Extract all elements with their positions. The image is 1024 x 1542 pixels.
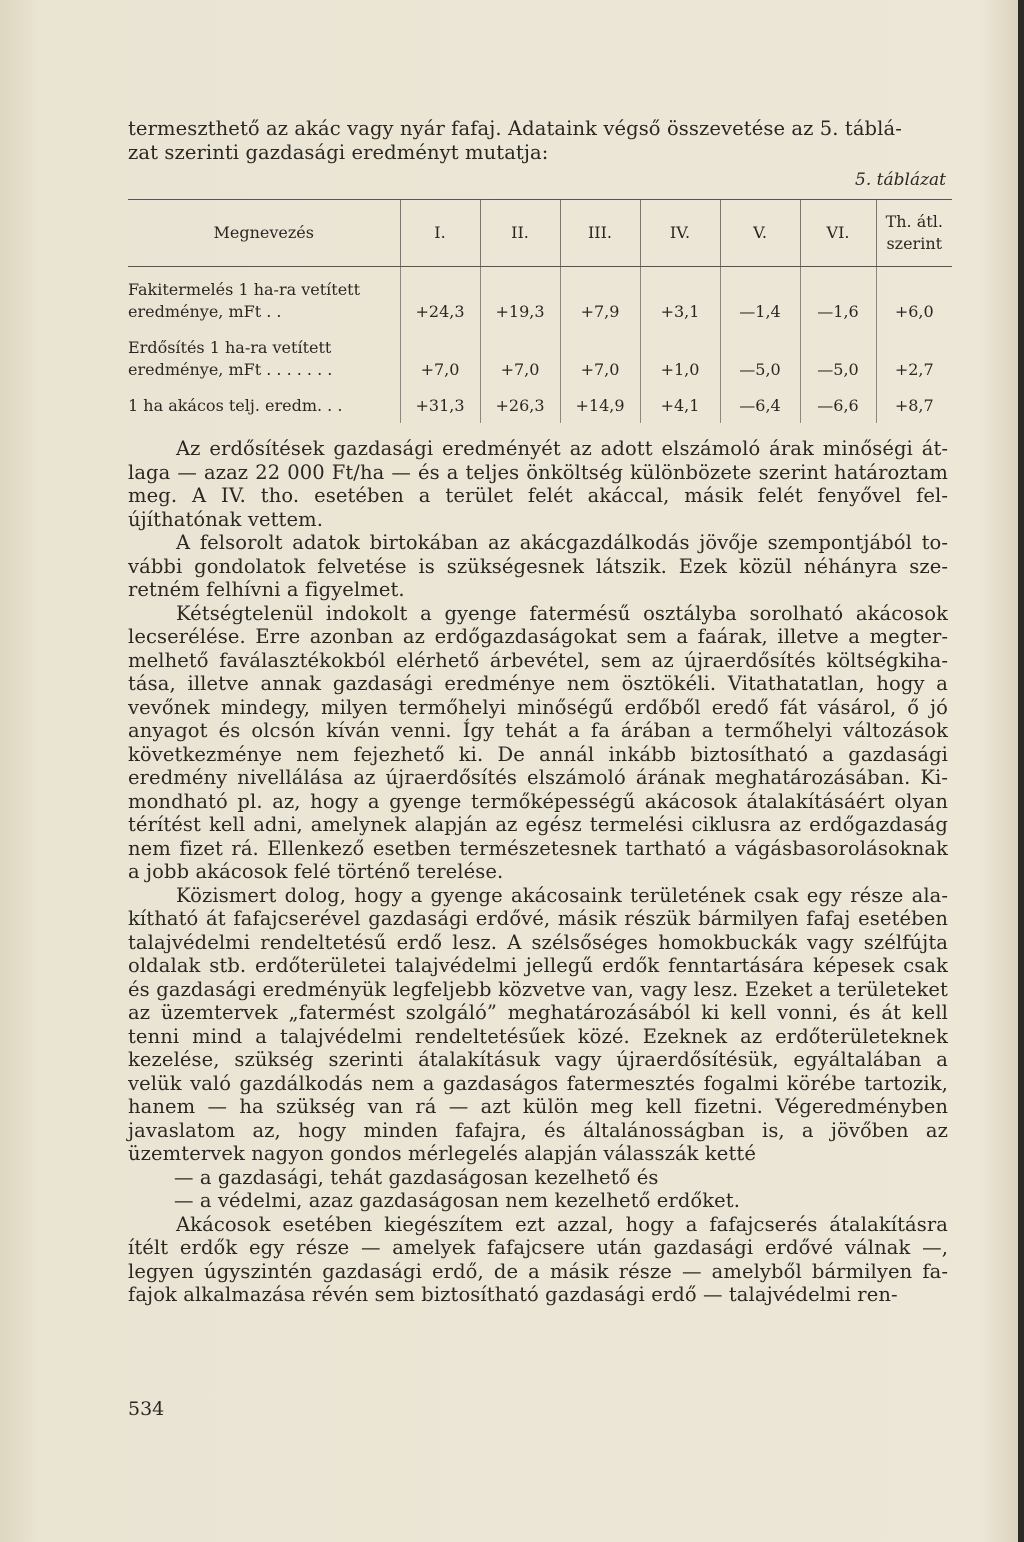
table-cell: +6,0: [876, 267, 952, 330]
table-cell: +19,3: [480, 267, 560, 330]
table-cell: —5,0: [800, 329, 876, 387]
header-cell: III.: [560, 200, 640, 267]
paragraph: A felsorolt adatok birtokában az akácgazdálkodás jövője szempontjából további gondolatok felvetése is szükségesnek látszik. Ezek közül néhányra szeretném felhívni a figyelmet.: [128, 531, 948, 601]
paragraph: Akácosok esetében kiegészítem ezt azzal, hogy a fafajcserés átalakításra ítélt erdők egy része — amelyek fafajcsere után gazdasági erdővé válnak —, legyen úgyszintén gazdasági erdő, de a másik része — amelyből bármilyen fafajok alkalmazása révén sem biztosítható gazdasági erdő — talajvédelmi ren-: [128, 1212, 948, 1306]
table-cell: —6,4: [720, 387, 800, 423]
paragraph: Kétségtelenül indokolt a gyenge fatermésű osztályba sorolható akácosok lecserélése. Erre azonban az erdőgazdaságokat sem a faárak, illetve a megtermelhető faválasztékokból elérhető árbevétel, sem az újraerdősítés költségkihatása, illetve annak gazdasági eredménye nem ösztökéli. Vitathatatlan, hogy a vevőnek mindegy, milyen termőhelyi minőségű erdőből eredő fát vásárol, ő jó anyagot és olcsón kíván venni. Így tehát a fa árában a termőhelyi változások következménye nem fejezhető ki. De annál inkább biztosítható a gazdasági eredmény nivellálása az újraerdősítés elszámoló árának meghatározásában. Kimondható pl. az, hogy a gyenge termőképességű akácosok átalakításáért olyan térítést kell adni, amelynek alapján az egész termelési ciklusra az erdőgazdaság nem fizet rá. Ellenkező esetben természetesnek tartható a vágásbasorolásoknak a jobb akácosok felé történő terelése.: [128, 601, 948, 883]
table-row: [128, 387, 952, 423]
header-cell: I.: [400, 200, 480, 267]
table-cell: +8,7: [876, 387, 952, 423]
dash-list-item: — a védelmi, azaz gazdaságosan nem kezelhető erdőket.: [174, 1189, 741, 1212]
table-cell: +7,0: [400, 329, 480, 387]
table-cell: —1,6: [800, 267, 876, 330]
intro-line: termeszthető az akác vagy nyár fafaj. Adataink végső összevetése az 5. táblá-: [128, 117, 902, 140]
table-cell: +7,0: [480, 329, 560, 387]
page-edge-shadow: [1018, 0, 1024, 1542]
row-label: 1 ha akácos telj. eredm. . .: [128, 396, 343, 415]
table-cell: +1,0: [640, 329, 720, 387]
row-label: Fakitermelés 1 ha-ra vetített eredménye, mFt . .: [128, 280, 361, 321]
header-cell: V.: [720, 200, 800, 267]
intro-text: [128, 117, 948, 164]
header-cell: Th. átl. szerint: [876, 200, 952, 267]
header-cell: II.: [480, 200, 560, 267]
intro-paragraph: [128, 117, 948, 164]
results-table: [128, 199, 952, 423]
table-cell: +2,7: [876, 329, 952, 387]
table-cell: +14,9: [560, 387, 640, 423]
table-cell: +31,3: [400, 387, 480, 423]
page-number: 534: [128, 1398, 165, 1420]
table-row: [128, 329, 952, 387]
header-cell: IV.: [640, 200, 720, 267]
table-cell: —1,4: [720, 267, 800, 330]
table-cell: —6,6: [800, 387, 876, 423]
body-text: [128, 437, 948, 1307]
paragraph: Az erdősítések gazdasági eredményét az adott elszámoló árak minőségi átlaga — azaz 22 000 Ft/ha — és a teljes önköltség különbözete szerint határoztam meg. A IV. tho. esetében a terület felét akáccal, másik felét fenyővel felújíthatónak vettem.: [128, 437, 948, 531]
header-cell: Megnevezés: [128, 200, 400, 267]
row-label: Erdősítés 1 ha-ra vetített eredménye, mFt . . . . . . .: [128, 338, 333, 379]
table-cell: +7,9: [560, 267, 640, 330]
table-caption: 5. táblázat: [855, 170, 946, 190]
dash-list-item: — a gazdasági, tehát gazdaságosan kezelhető és: [174, 1165, 659, 1189]
paragraph: Közismert dolog, hogy a gyenge akácosaink területének csak egy része alakítható át fafajcserével gazdasági erdővé, másik részük bármilyen fafaj esetében talajvédelmi rendeltetésű erdő lesz. A szélsőséges homokbuckák vagy szélfújta oldalak stb. erdőterületei talajvédelmi jellegű erdők fenntartására képesek csak és gazdasági eredményük legfeljebb közvetve van, vagy lesz. Ezeket a területeket az üzemtervek „fatermést szolgáló” meghatározásából ki kell vonni, és át kell tenni mind a talajvédelmi rendeltetésűek közé. Ezeknek az erdőterületeknek kezelése, szükség szerinti átalakításuk vagy újraerdősítésük, egyáltalában a velük való gazdálkodás nem a gazdaságos fatermesztés fogalmi körébe tartozik, hanem — ha szükség van rá — azt külön meg kell fizetni. Végeredményben javaslatom az, hogy minden fafajra, és általánosságban is, a jövőben az üzemtervek nagyon gondos mérlegelés alapján válasszák ketté: [128, 883, 948, 1165]
header-cell: VI.: [800, 200, 876, 267]
table-cell: +3,1: [640, 267, 720, 330]
table-cell: +26,3: [480, 387, 560, 423]
intro-line: zat szerinti gazdasági eredményt mutatja:: [128, 140, 549, 164]
table-row: [128, 267, 952, 330]
table-cell: +7,0: [560, 329, 640, 387]
table-cell: —5,0: [720, 329, 800, 387]
table-cell: +24,3: [400, 267, 480, 330]
table-header-row: [128, 200, 952, 267]
table-cell: +4,1: [640, 387, 720, 423]
